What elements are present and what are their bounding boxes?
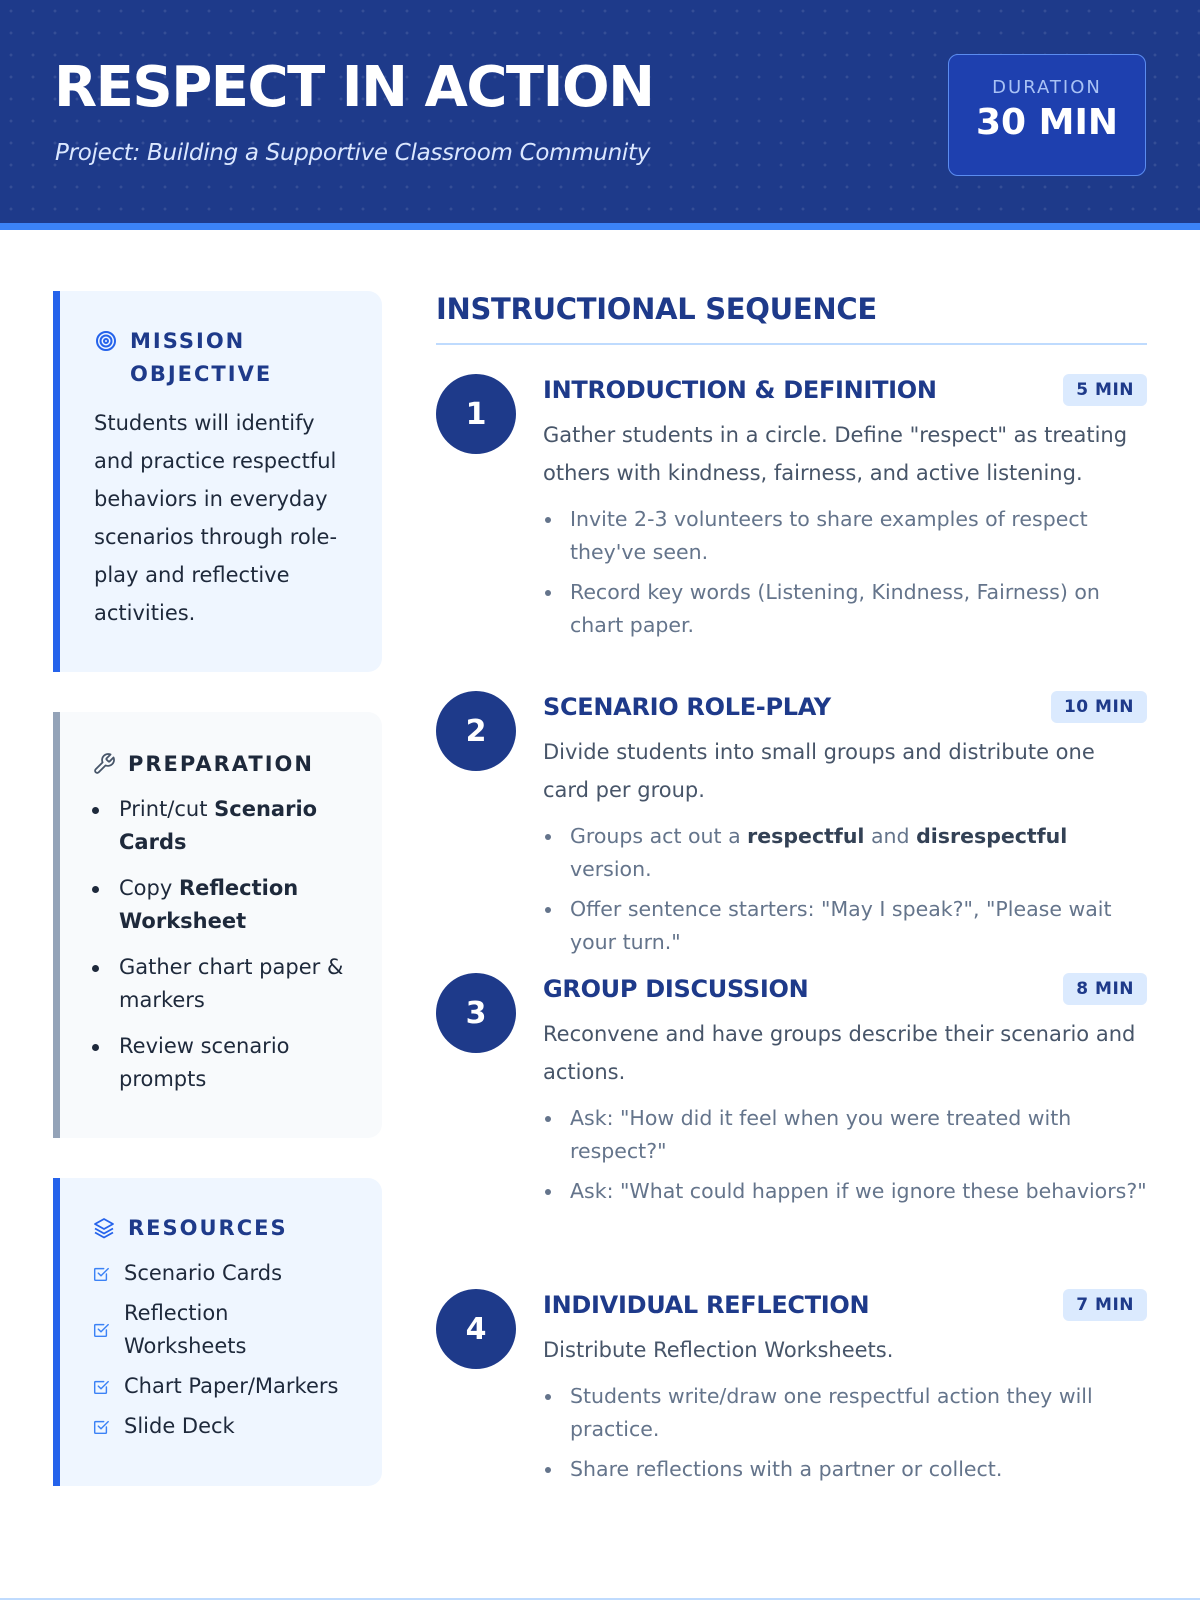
list-item: Offer sentence starters: "May I speak?", "Please wait your turn." [543, 893, 1147, 959]
list-item: Print/cut Scenario Cards [92, 793, 352, 859]
step-number-badge: 1 [436, 374, 516, 454]
resources-card [53, 1178, 382, 1486]
list-item: Review scenario prompts [92, 1030, 352, 1096]
checkbox-icon [92, 1378, 110, 1396]
checkbox-icon [92, 1265, 110, 1283]
preparation-title: PREPARATION [128, 752, 314, 776]
list-item: Reflection Worksheets [92, 1297, 352, 1363]
preparation-card [53, 712, 382, 1138]
objective-text: Students will identify and practice respectful behaviors in everyday scenarios through role-play and reflective activities. [94, 411, 338, 625]
page-title: RESPECT IN ACTION [54, 55, 654, 120]
step-title: GROUP DISCUSSION [543, 975, 809, 1003]
duration-value: 30 MIN [976, 102, 1118, 143]
step-bullets [543, 1380, 1147, 1486]
list-item: Slide Deck [92, 1410, 352, 1443]
layers-icon [92, 1216, 116, 1240]
list-item: Students write/draw one respectful action they will practice. [543, 1380, 1147, 1446]
step-body [543, 973, 1147, 1215]
step-body [543, 1289, 1147, 1493]
step-description: Gather students in a circle. Define "respect" as treating others with kindness, fairness, and active listening. [543, 423, 1128, 485]
duration-label: DURATION [992, 77, 1102, 98]
step-description: Distribute Reflection Worksheets. [543, 1338, 894, 1362]
page-subtitle: Project: Building a Supportive Classroom Community [55, 140, 651, 166]
resources-card-header [92, 1212, 352, 1245]
step-duration-badge: 10 MIN [1051, 691, 1147, 723]
sequence-title: INSTRUCTIONAL SEQUENCE [436, 292, 877, 326]
page-header [0, 0, 1200, 230]
objective-card-header [94, 325, 342, 391]
list-item: Record key words (Listening, Kindness, Fairness) on chart paper. [543, 576, 1147, 642]
target-icon [94, 329, 118, 353]
step-description: Reconvene and have groups describe their scenario and actions. [543, 1022, 1136, 1084]
list-item: Copy Reflection Worksheet [92, 872, 352, 938]
step-title: INTRODUCTION & DEFINITION [543, 376, 937, 404]
checkbox-icon [92, 1321, 110, 1339]
wrench-icon [92, 752, 116, 776]
step-number-badge: 4 [436, 1289, 516, 1369]
objective-card [53, 291, 382, 672]
resources-title: RESOURCES [128, 1216, 288, 1240]
step-body [543, 691, 1147, 966]
step-duration-badge: 8 MIN [1063, 973, 1147, 1005]
step-number-badge: 3 [436, 973, 516, 1053]
resources-list [92, 1257, 352, 1443]
list-item: Ask: "What could happen if we ignore these behaviors?" [543, 1175, 1147, 1208]
step-title: SCENARIO ROLE-PLAY [543, 693, 831, 721]
preparation-list [92, 793, 352, 1096]
preparation-card-header [92, 748, 352, 781]
step-number-badge: 2 [436, 691, 516, 771]
divider [436, 343, 1147, 345]
objective-title: MISSION OBJECTIVE [130, 329, 273, 386]
list-item: Chart Paper/Markers [92, 1370, 352, 1403]
step-body [543, 374, 1147, 649]
step-bullets [543, 503, 1147, 642]
step-duration-badge: 5 MIN [1063, 374, 1147, 406]
list-item: Share reflections with a partner or collect. [543, 1453, 1147, 1486]
step-bullets [543, 820, 1147, 959]
list-item: Ask: "How did it feel when you were treated with respect?" [543, 1102, 1147, 1168]
list-item: Groups act out a respectful and disrespectful version. [543, 820, 1147, 886]
step-title: INDIVIDUAL REFLECTION [543, 1291, 870, 1319]
step-duration-badge: 7 MIN [1063, 1289, 1147, 1321]
list-item: Invite 2-3 volunteers to share examples of respect they've seen. [543, 503, 1147, 569]
list-item: Gather chart paper & markers [92, 951, 352, 1017]
step-description: Divide students into small groups and distribute one card per group. [543, 740, 1095, 802]
checkbox-icon [92, 1418, 110, 1436]
list-item: Scenario Cards [92, 1257, 352, 1290]
duration-box [948, 54, 1146, 176]
step-bullets [543, 1102, 1147, 1208]
